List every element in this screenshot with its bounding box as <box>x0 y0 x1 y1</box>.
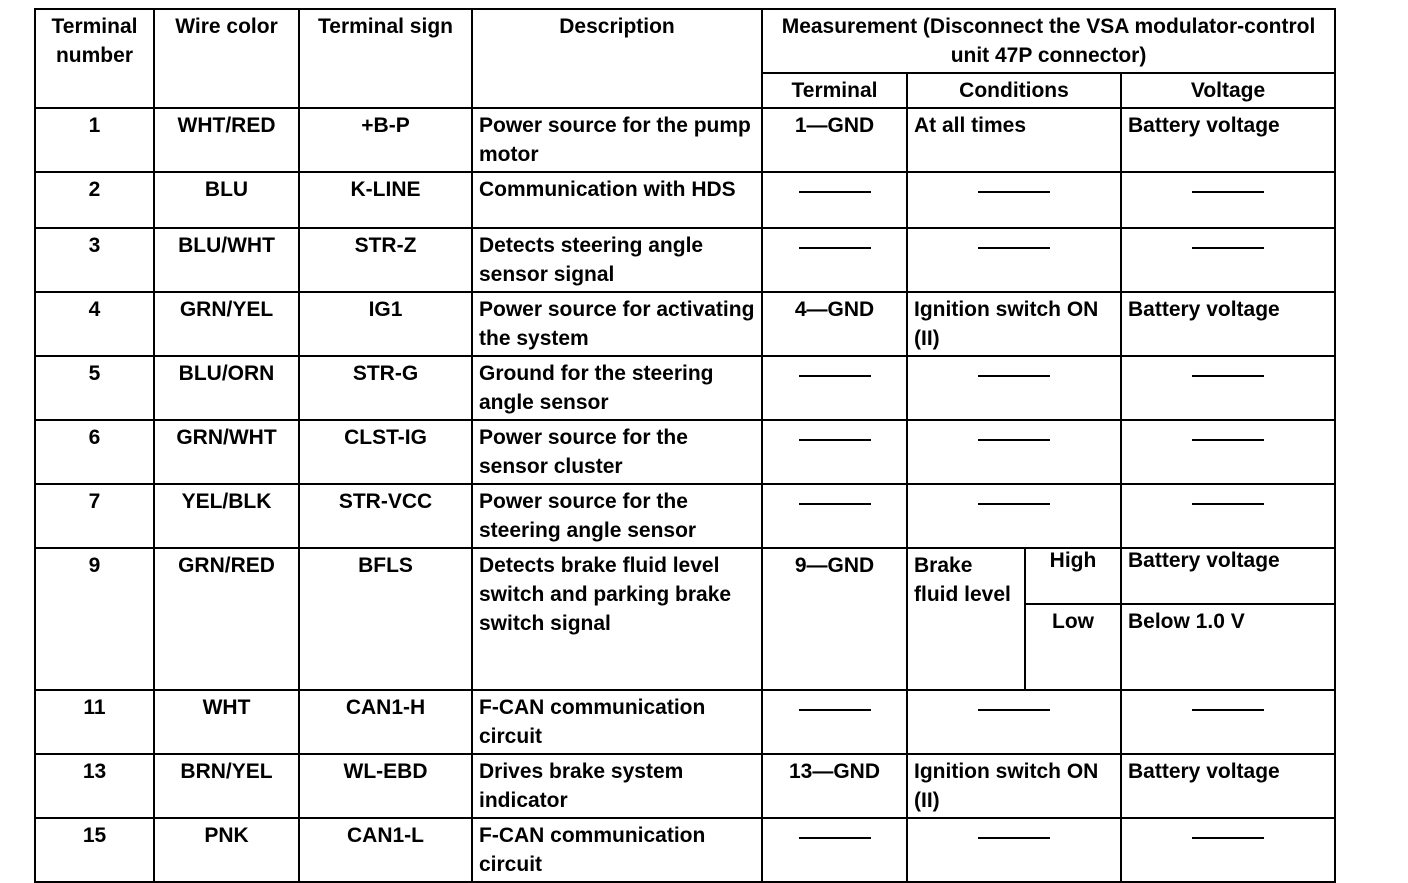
empty-dash <box>1192 247 1264 249</box>
empty-dash <box>1192 191 1264 193</box>
wire-color-cell: BLU <box>154 172 299 228</box>
header-voltage: Voltage <box>1121 73 1335 108</box>
table-body-top <box>35 108 1335 548</box>
description-cell: Drives brake system indicator <box>472 754 762 818</box>
terminal-number-cell: 9 <box>35 548 154 690</box>
description-cell: Power source for the sensor cluster <box>472 420 762 484</box>
empty-dash <box>799 439 871 441</box>
empty-dash <box>799 837 871 839</box>
terminal-number-cell: 7 <box>35 484 154 548</box>
measure-terminal-cell <box>762 228 907 292</box>
description-cell: Detects steering angle sensor signal <box>472 228 762 292</box>
terminal-sign-cell: WL-EBD <box>299 754 472 818</box>
wire-color-cell: BRN/YEL <box>154 754 299 818</box>
conditions-cell <box>907 484 1121 548</box>
empty-dash <box>978 191 1050 193</box>
measure-terminal-cell: 9—GND <box>762 548 907 690</box>
table-row <box>35 690 1335 754</box>
header-terminal: Terminal <box>762 73 907 108</box>
wire-color-cell: GRN/YEL <box>154 292 299 356</box>
measure-terminal-cell <box>762 172 907 228</box>
empty-dash <box>1192 503 1264 505</box>
condition-low-cell: Low <box>1025 604 1121 690</box>
terminal-sign-cell: CLST-IG <box>299 420 472 484</box>
voltage-cell <box>1121 484 1335 548</box>
table-row <box>35 484 1335 548</box>
description-cell: Detects brake fluid level switch and parking brake switch signal <box>472 548 762 690</box>
header-wire-color: Wire color <box>154 9 299 108</box>
wire-color-cell: YEL/BLK <box>154 484 299 548</box>
voltage-cell: Battery voltage <box>1121 754 1335 818</box>
empty-dash <box>799 709 871 711</box>
terminal-number-cell: 2 <box>35 172 154 228</box>
description-cell: F-CAN communication circuit <box>472 818 762 882</box>
empty-dash <box>1192 837 1264 839</box>
condition-high-cell: High <box>1025 548 1121 604</box>
empty-dash <box>1192 375 1264 377</box>
header-terminal-sign: Terminal sign <box>299 9 472 108</box>
table-row <box>35 108 1335 172</box>
voltage-cell: Battery voltage <box>1121 108 1335 172</box>
terminal-number-cell: 6 <box>35 420 154 484</box>
description-cell: Ground for the steering angle sensor <box>472 356 762 420</box>
conditions-cell <box>907 420 1121 484</box>
table-body-row9 <box>35 548 1335 690</box>
empty-dash <box>799 503 871 505</box>
description-cell: Power source for the steering angle sensor <box>472 484 762 548</box>
wire-color-cell: BLU/WHT <box>154 228 299 292</box>
terminal-number-cell: 11 <box>35 690 154 754</box>
header-description: Description <box>472 9 762 108</box>
measure-terminal-cell <box>762 690 907 754</box>
empty-dash <box>799 191 871 193</box>
empty-dash <box>978 837 1050 839</box>
wire-color-cell: WHT <box>154 690 299 754</box>
table-row <box>35 228 1335 292</box>
terminal-spec-table <box>34 8 1336 883</box>
terminal-sign-cell: +B-P <box>299 108 472 172</box>
terminal-number-cell: 1 <box>35 108 154 172</box>
empty-dash <box>978 503 1050 505</box>
voltage-cell <box>1121 228 1335 292</box>
terminal-sign-cell: CAN1-L <box>299 818 472 882</box>
conditions-cell <box>907 228 1121 292</box>
terminal-sign-cell: STR-Z <box>299 228 472 292</box>
measure-terminal-cell <box>762 818 907 882</box>
terminal-number-cell: 4 <box>35 292 154 356</box>
table-body-bottom <box>35 690 1335 882</box>
header-terminal-number: Terminal number <box>35 9 154 108</box>
empty-dash <box>1192 709 1264 711</box>
voltage-cell <box>1121 420 1335 484</box>
conditions-cell: Brake fluid level <box>907 548 1025 690</box>
terminal-sign-cell: STR-VCC <box>299 484 472 548</box>
conditions-cell: Ignition switch ON (II) <box>907 754 1121 818</box>
conditions-cell <box>907 172 1121 228</box>
measure-terminal-cell <box>762 420 907 484</box>
wire-color-cell: GRN/RED <box>154 548 299 690</box>
conditions-cell <box>907 356 1121 420</box>
terminal-number-cell: 3 <box>35 228 154 292</box>
description-cell: Power source for activating the system <box>472 292 762 356</box>
empty-dash <box>1192 439 1264 441</box>
terminal-number-cell: 15 <box>35 818 154 882</box>
table-row <box>35 818 1335 882</box>
header-measurement: Measurement (Disconnect the VSA modulator-control unit 47P connector) <box>762 9 1335 73</box>
voltage-cell <box>1121 818 1335 882</box>
voltage-cell <box>1121 356 1335 420</box>
table-row-9 <box>35 548 1335 604</box>
wire-color-cell: PNK <box>154 818 299 882</box>
description-cell: Communication with HDS <box>472 172 762 228</box>
empty-dash <box>978 709 1050 711</box>
table-row <box>35 172 1335 228</box>
voltage-cell <box>1121 172 1335 228</box>
voltage-low-cell: Below 1.0 V <box>1121 604 1335 690</box>
terminal-sign-cell: BFLS <box>299 548 472 690</box>
terminal-sign-cell: IG1 <box>299 292 472 356</box>
conditions-cell: Ignition switch ON (II) <box>907 292 1121 356</box>
measure-terminal-cell: 1—GND <box>762 108 907 172</box>
wire-color-cell: WHT/RED <box>154 108 299 172</box>
empty-dash <box>978 247 1050 249</box>
voltage-high-cell: Battery voltage <box>1121 548 1335 604</box>
wire-color-cell: GRN/WHT <box>154 420 299 484</box>
wire-color-cell: BLU/ORN <box>154 356 299 420</box>
table-row <box>35 292 1335 356</box>
conditions-cell: At all times <box>907 108 1121 172</box>
measure-terminal-cell: 13—GND <box>762 754 907 818</box>
table-row <box>35 420 1335 484</box>
table-row <box>35 356 1335 420</box>
conditions-cell <box>907 818 1121 882</box>
measure-terminal-cell <box>762 484 907 548</box>
voltage-cell <box>1121 690 1335 754</box>
terminal-sign-cell: STR-G <box>299 356 472 420</box>
voltage-cell: Battery voltage <box>1121 292 1335 356</box>
description-cell: F-CAN communication circuit <box>472 690 762 754</box>
terminal-number-cell: 13 <box>35 754 154 818</box>
terminal-sign-cell: K-LINE <box>299 172 472 228</box>
empty-dash <box>978 375 1050 377</box>
measure-terminal-cell: 4—GND <box>762 292 907 356</box>
table-row <box>35 754 1335 818</box>
terminal-sign-cell: CAN1-H <box>299 690 472 754</box>
empty-dash <box>978 439 1050 441</box>
description-cell: Power source for the pump motor <box>472 108 762 172</box>
measure-terminal-cell <box>762 356 907 420</box>
header-conditions: Conditions <box>907 73 1121 108</box>
terminal-number-cell: 5 <box>35 356 154 420</box>
empty-dash <box>799 375 871 377</box>
empty-dash <box>799 247 871 249</box>
conditions-cell <box>907 690 1121 754</box>
